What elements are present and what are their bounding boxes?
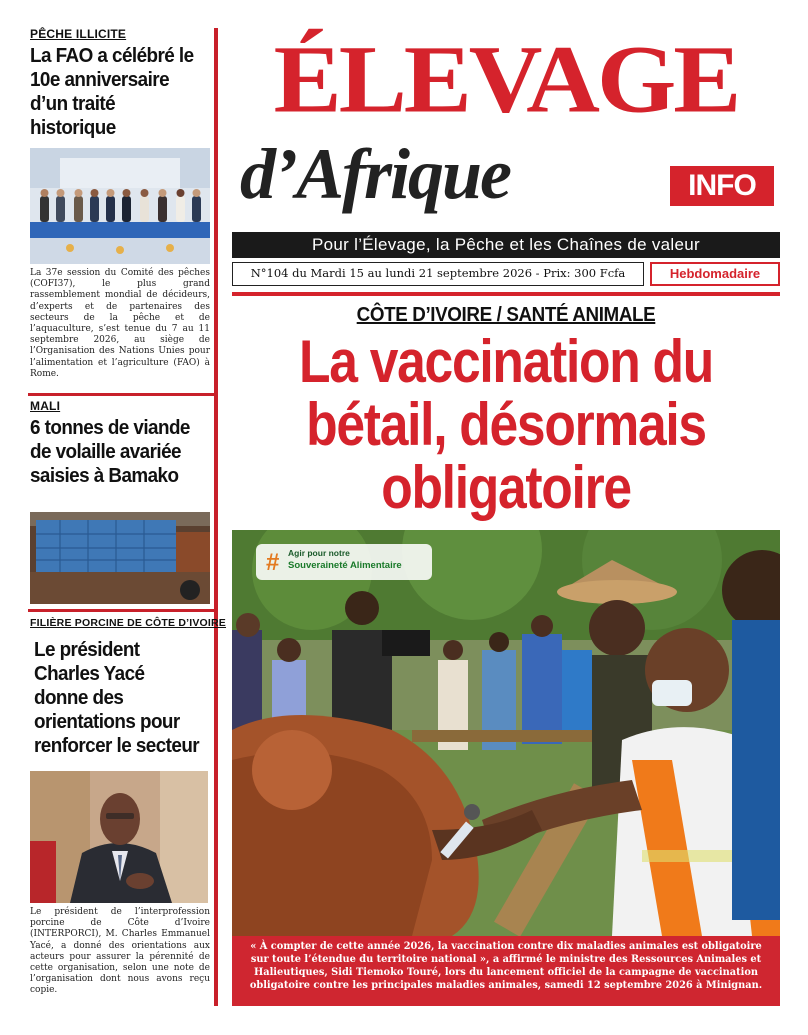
story2-kicker: MALI [30,399,61,413]
masthead-title-line2: d’Afrique [240,134,510,214]
column-divider [214,28,218,1006]
story2-photo [30,512,210,604]
masthead-title-line1: ÉLEVAGE [273,25,739,134]
story1-photo [30,148,210,264]
story3-photo [30,771,208,903]
main-headline[interactable]: La vaccination du bétail, désormais obligatoire [299,328,713,521]
masthead-rule [232,292,780,296]
story1-title[interactable]: La FAO a célébré le 10e anniversaire d’un traité historique [30,44,194,139]
story1-body: La 37e session du Comité des pêches (COFI37), le plus grand rassemblement mondial de décideurs, d’experts et de partenaires des secteurs de la pêche et de l’aquaculture, s’est tenue du 7 au 11 septembre 2026, au siège de l’Organisation des Nations Unies pour l’alimentation et l’agriculture (FAO) à Rome. [30,268,210,379]
photo-badge-top: Agir pour notre [288,548,350,558]
story-separator [28,609,214,612]
photo-badge-bottom: Souveraineté Alimentaire [288,560,402,571]
story3-title[interactable]: Le président Charles Yacé donne des orientations pour renforcer le secteur [34,638,200,757]
masthead-tagline: Pour l’Élevage, la Pêche et les Chaînes de valeur [232,232,780,258]
masthead-info-badge: INFO [670,166,774,206]
issue-info: N°104 du Mardi 15 au lundi 21 septembre 2026 - Prix: 300 Fcfa [232,262,644,286]
story3-kicker: FILIÈRE PORCINE DE CÔTE D’IVOIRE [30,617,227,629]
main-kicker: CÔTE D’IVOIRE / SANTÉ ANIMALE [356,304,656,326]
story2-title[interactable]: 6 tonnes de viande de volaille avariée saisies à Bamako [30,416,190,487]
main-photo [232,530,780,936]
main-caption: « À compter de cette année 2026, la vaccination contre dix maladies animales est obligatoire sur toute l’étendue du territoire national », a affirmé le ministre des Ressources Animales et Halieutiques, Sidi Tiemoko Touré, lors du lancement officiel de la campagne de vaccination obligatoire contre les principales maladies animales, samedi 12 septembre 2026 à Minignan. [232,936,780,1006]
frequency-badge: Hebdomadaire [650,262,780,286]
story-separator [28,393,214,396]
story3-body: Le président de l’interprofession porcine de Côte d’Ivoire (INTERPORCI), M. Charles Emmanuel Yacé, a donné des orientations aux acteurs pour assurer la pérennité de cette organisation, selon une note de l’organisation dont nous avons reçu copie. [30,907,210,996]
svg-text:#: # [266,549,280,576]
story1-kicker: PÊCHE ILLICITE [30,27,127,41]
